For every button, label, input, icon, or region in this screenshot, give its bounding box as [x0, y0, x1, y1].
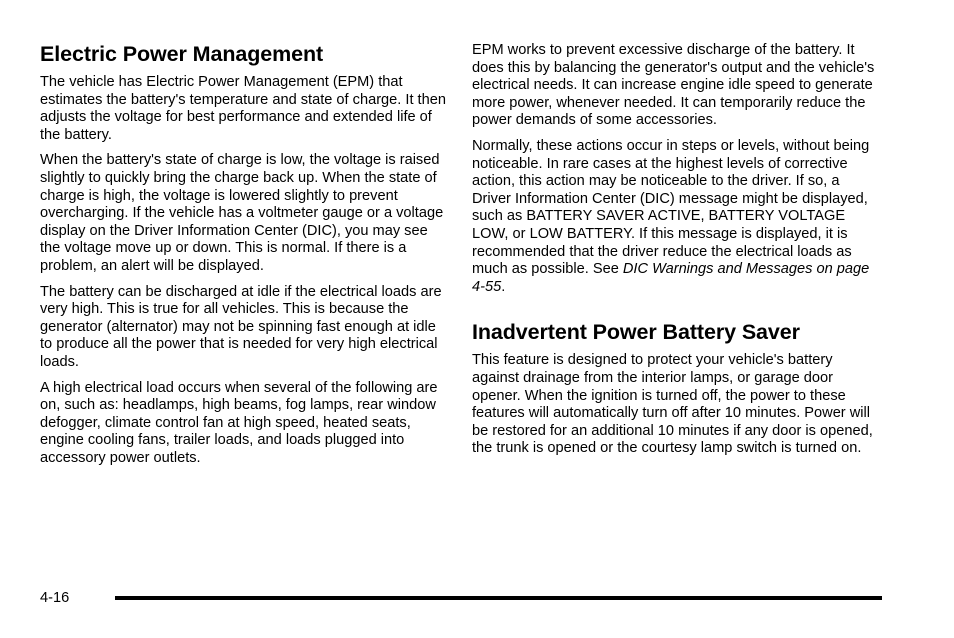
footer-rule [115, 596, 882, 600]
section-heading-electric-power-management: Electric Power Management [40, 42, 324, 66]
paragraph-state-of-charge: When the battery's state of charge is low, the voltage is raised slightly to quickly bring the charge back up. When the state of charge is high, the voltage is lowered slightly to prevent overcharging. If the vehicle has a voltmeter gauge or a voltage display on the Driver Information Center (DIC), you may see the voltage move up or down. This is normal. If there is a problem, an alert will be displayed. [40, 152, 444, 274]
paragraph-normally-end: . [501, 278, 506, 295]
right-column [472, 40, 882, 466]
paragraph-high-electrical-load: A high electrical load occurs when several of the following are on, such as: headlamps, high beams, fog lamps, rear window defogger, climate control fan at high speed, heated seats, engine cooling fans, trailer loads, and loads plugged into accessory power outlets. [40, 379, 438, 466]
paragraph-discharge-at-idle: The battery can be discharged at idle if the electrical loads are very high. This is true for all vehicles. This is because the generator (alternator) may not be spinning fast enough at idle to produce all the power that is needed for very high electrical loads. [40, 283, 442, 370]
cross-reference-link[interactable]: DIC Warnings and Messages on page 4-55 [472, 261, 870, 295]
section-heading-battery-saver: Inadvertent Power Battery Saver [472, 320, 800, 345]
left-column [40, 40, 446, 475]
paragraph-epm-intro: The vehicle has Electric Power Management (EPM) that estimates the battery's temperature and state of charge. It then adjusts the voltage for best performance and extended life of the battery. [40, 74, 446, 143]
paragraph-battery-saver: This feature is designed to protect your vehicle's battery against drainage from the interior lamps, or garage door opener. When the ignition is turned off, the power to these features will automatically turn off after 10 minutes. Power will be restored for an additional 10 minutes if any door is opened, the trunk is opened or the courtesy lamp switch is turned on. [472, 352, 873, 457]
paragraph-epm-works: EPM works to prevent excessive discharge of the battery. It does this by balancing the generator's output and the vehicle's electrical needs. It can increase engine idle speed to generate more power, whenever needed. It can temporarily reduce the power demands of some accessories. [472, 42, 875, 129]
paragraph-normally-text: Normally, these actions occur in steps or levels, without being noticeable. In rare cases at the highest levels of corrective action, this action may be noticeable to the driver. If so, a Driver Information Center (DIC) message might be displayed, such as BATTERY SAVER ACTIVE, BATTERY VOLTAGE LOW, or LOW BATTERY. If this message is displayed, it is recommended that the driver reduce the electrical loads as much as possible. See [472, 137, 870, 278]
page-number: 4-16 [40, 590, 70, 606]
paragraph-normally [472, 138, 882, 296]
